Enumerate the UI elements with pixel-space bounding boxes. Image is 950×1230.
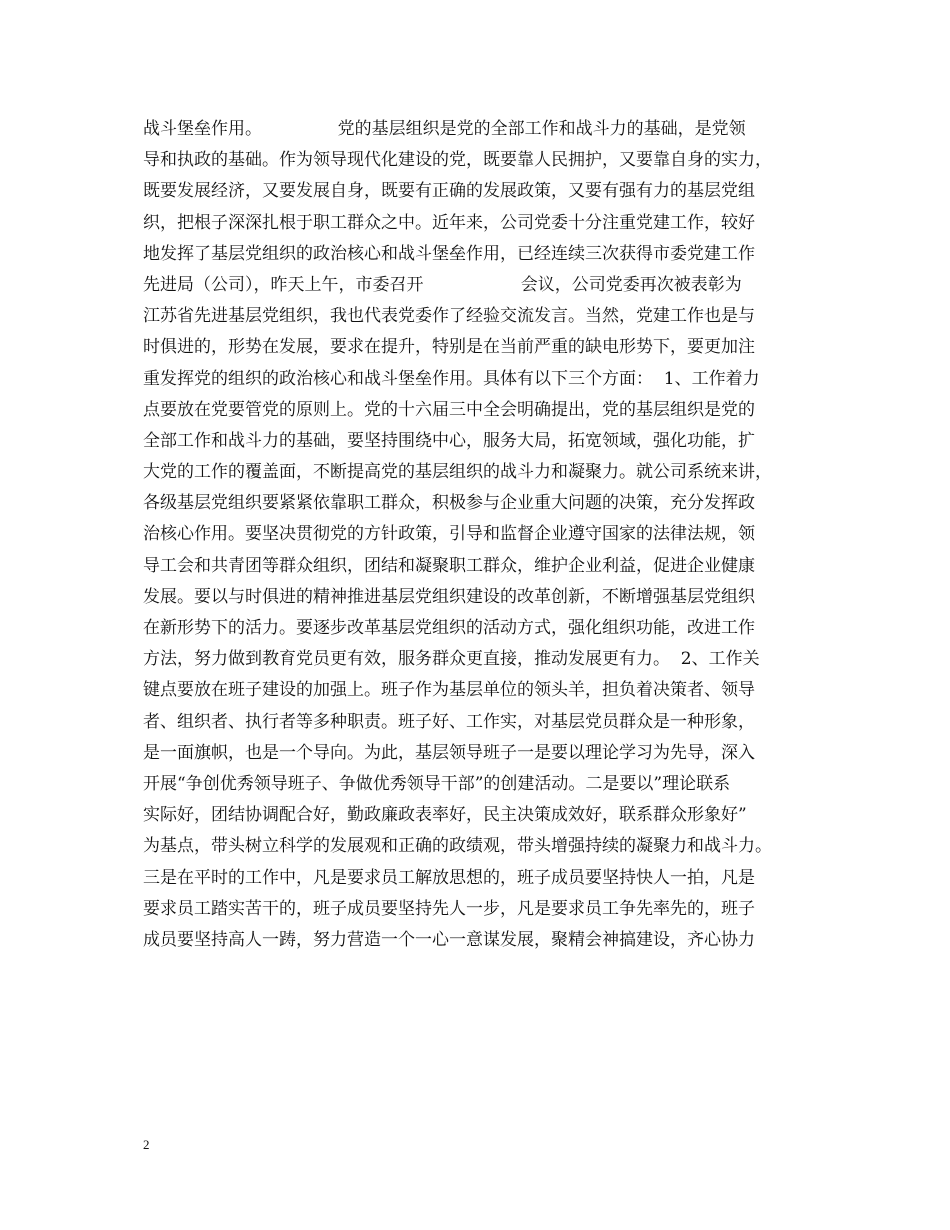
text-line: 成员要坚持高人一踌，努力营造一个一心一意谋发展，聚精会神搞建设，齐心协力 <box>143 929 755 950</box>
text-line: 为基点，带头树立科学的发展观和正确的政绩观，带头增强持续的凝聚力和战斗力。 <box>143 836 772 857</box>
text-line: 要求员工踏实苦干的，班子成员要坚持先人一步，凡是要求员工争先率先的，班子 <box>143 898 755 919</box>
text-line: 江苏省先进基层党组织，我也代表党委作了经验交流发言。当然，党建工作也是与 <box>143 306 755 327</box>
text-line: 开展“争创优秀领导班子、争做优秀领导干部”的创建活动。二是要以”理论联系 <box>143 773 731 794</box>
text-line: 方法，努力做到教育党员更有效，服务群众更直接，推动发展更有力。 2、工作关 <box>143 649 760 670</box>
text-line: 战斗堡垒作用。 党的基层组织是党的全部工作和战斗力的基础，是党领 <box>143 119 746 139</box>
text-line: 既要发展经济，又要发展自身，既要有正确的发展政策，又要有强有力的基层党组 <box>143 181 755 202</box>
text-line: 先进局（公司），昨天上午，市委召开 会议，公司党委再次被表彰为 <box>143 274 742 295</box>
text-line: 地发挥了基层党组织的政治核心和战斗堡垒作用，已经连续三次获得市委党建工作 <box>143 243 755 264</box>
text-line: 时俱进的，形势在发展，要求在提升，特别是在当前严重的缺电形势下，要更加注 <box>143 337 755 358</box>
text-line: 键点要放在班子建设的加强上。班子作为基层单位的领头羊，担负着决策者、领导 <box>143 680 755 701</box>
text-line: 治核心作用。要坚决贯彻党的方针政策，引导和监督企业遵守国家的法律法规，领 <box>143 524 755 545</box>
text-line: 各级基层党组织要紧紧依靠职工群众，积极参与企业重大问题的决策，充分发挥政 <box>143 493 755 514</box>
text-line: 重发挥党的组织的政治核心和战斗堡垒作用。具体有以下三个方面： 1、工作着力 <box>143 368 760 389</box>
text-line: 点要放在党要管党的原则上。党的十六届三中全会明确提出，党的基层组织是党的 <box>143 399 755 420</box>
text-line: 大党的工作的覆盖面，不断提高党的基层组织的战斗力和凝聚力。就公司系统来讲， <box>143 462 772 483</box>
text-line: 是一面旗帜，也是一个导向。为此，基层领导班子一是要以理论学习为先导，深入 <box>143 742 755 763</box>
text-line: 发展。要以与时俱进的精神推进基层党组织建设的改革创新，不断增强基层党组织 <box>143 586 755 607</box>
text-line: 在新形势下的活力。要逐步改革基层党组织的活动方式，强化组织功能，改进工作 <box>143 618 755 638</box>
text-line: 织，把根子深深扎根于职工群众之中。近年来，公司党委十分注重党建工作，较好 <box>143 212 755 233</box>
text-line: 实际好，团结协调配合好，勤政廉政表率好，民主决策成效好，联系群众形象好” <box>143 805 747 826</box>
text-line: 导工会和共青团等群众组织，团结和凝聚职工群众，维护企业利益，促进企业健康 <box>143 555 755 576</box>
text-line: 者、组织者、执行者等多种职责。班子好、工作实，对基层党员群众是一种形象， <box>143 711 755 732</box>
body-text <box>143 114 823 956</box>
text-line: 三是在平时的工作中，凡是要求员工解放思想的，班子成员要坚持快人一拍，凡是 <box>143 867 755 888</box>
page-number: 2 <box>143 1137 150 1152</box>
text-line: 导和执政的基础。作为领导现代化建设的党，既要靠人民拥护，又要靠自身的实力， <box>143 150 772 171</box>
text-line: 全部工作和战斗力的基础，要坚持围绕中心，服务大局，拓宽领域，强化功能，扩 <box>143 430 755 451</box>
